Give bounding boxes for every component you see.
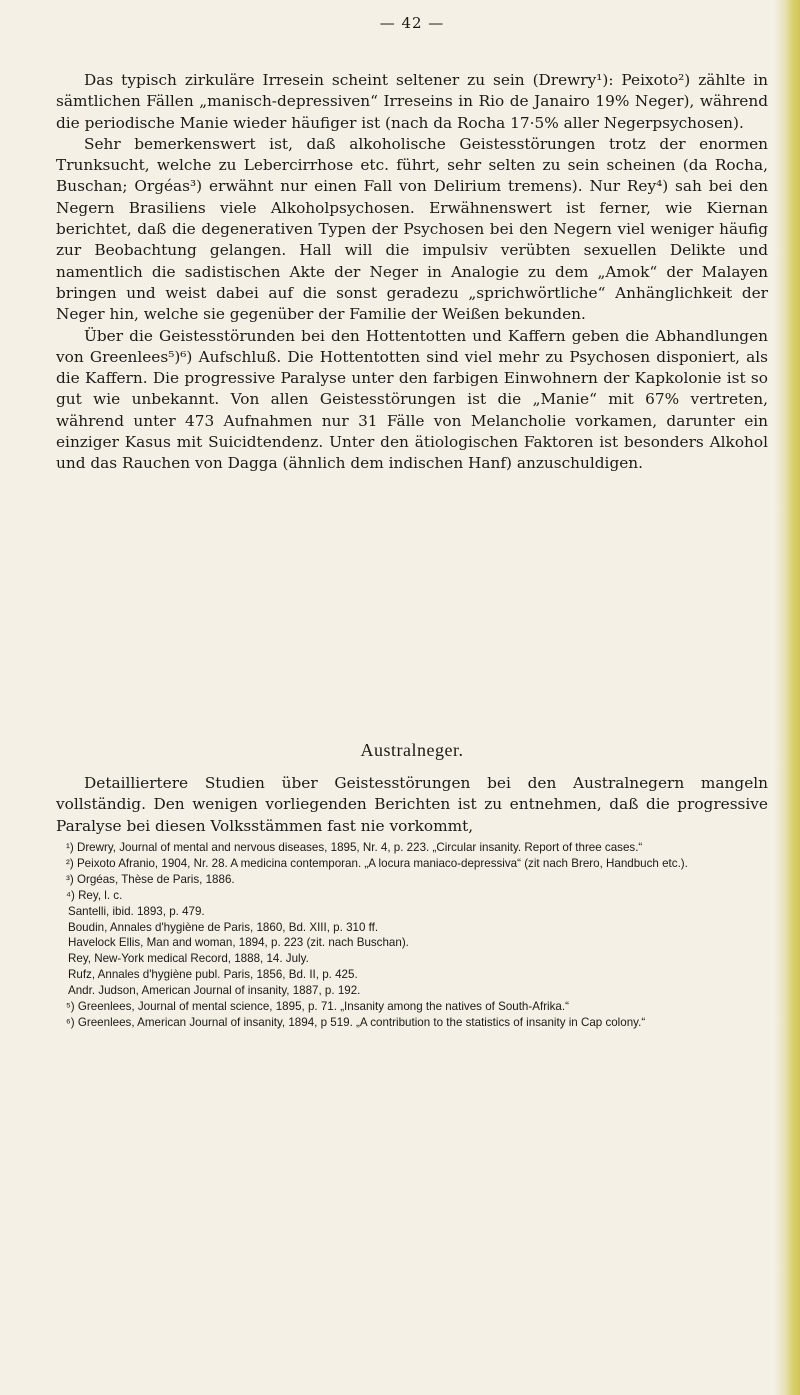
section-heading: Australneger.	[360, 740, 464, 760]
footnote-6: ⁶) Greenlees, American Journal of insanity, 1894, p 519. „A contribution to the statistics of insanity in Cap colony.“	[66, 1015, 646, 1029]
section-paragraph: Detailliertere Studien über Geistesstörungen bei den Australnegern mangeln vollständig. Den wenigen vorliegenden Berichten ist zu entnehmen, daß die progressive Paralyse bei diesen Volksstämmen fast nie vorkommt,	[56, 774, 768, 835]
footnote-4-ref-2: Boudin, Annales d'hygiène de Paris, 1860, Bd. XIII, p. 310 ff.	[68, 920, 379, 934]
main-text	[56, 70, 768, 475]
footnote-1: ¹) Drewry, Journal of mental and nervous diseases, 1895, Nr. 4, p. 223. „Circular insanity. Report of three cases.“	[66, 841, 643, 854]
footnotes	[56, 840, 768, 1031]
footnote-3: ³) Orgéas, Thèse de Paris, 1886.	[66, 872, 235, 886]
footnote-4-ref-4: Rey, New-York medical Record, 1888, 14. July.	[68, 952, 309, 966]
footnote-4-ref-6: Andr. Judson, American Journal of insanity, 1887, p. 192.	[68, 984, 361, 998]
footnote-2: ²) Peixoto Afranio, 1904, Nr. 28. A medicina contemporan. „A locura maniaco-depressiva“ (zit nach Brero, Handbuch etc.).	[66, 856, 688, 870]
footnote-4: ⁴) Rey, l. c.	[66, 888, 123, 902]
page-number: — 42 —	[379, 14, 445, 32]
paragraph-1: Das typisch zirkuläre Irresein scheint seltener zu sein (Drewry¹): Peixoto²) zählte in sämtlichen Fällen „manisch-depressiven“ Irreseins in Rio de Janairo 19% Neger), während die periodische Manie wieder häufiger ist (nach da Rocha 17·5% aller Negerpsychosen).	[56, 71, 768, 132]
section-text	[56, 773, 768, 837]
paragraph-3: Über die Geistesstörunden bei den Hottentotten und Kaffern geben die Abhandlungen von Greenlees⁵)⁶) Aufschluß. Die Hottentotten sind viel mehr zu Psychosen disponiert, als die Kaffern. Die progressive Paralyse unter den farbigen Einwohnern der Kapkolonie ist so gut wie unbekannt. Von allen Geistesstörungen ist die „Manie“ mit 67% vertreten, während unter 473 Aufnahmen nur 31 Fälle von Melancholie vorkamen, darunter ein einziger Kasus mit Suicidtendenz. Unter den ätiologischen Faktoren ist besonders Alkohol und das Rauchen von Dagga (ähnlich dem indischen Hanf) anzuschuldigen.	[56, 326, 768, 473]
footnote-4-ref-3: Havelock Ellis, Man and woman, 1894, p. 223 (zit. nach Buschan).	[68, 936, 409, 950]
page-edge-shading	[774, 0, 800, 1395]
footnote-5: ⁵) Greenlees, Journal of mental science, 1895, p. 71. „Insanity among the natives of South-Afrika.“	[66, 1000, 569, 1014]
footnote-4-ref-1: Santelli, ibid. 1893, p. 479.	[68, 904, 205, 918]
footnote-4-ref-5: Rufz, Annales d'hygiène publ. Paris, 1856, Bd. II, p. 425.	[68, 968, 358, 982]
paragraph-2: Sehr bemerkenswert ist, daß alkoholische Geistesstörungen trotz der enormen Trunksucht, welche zu Lebercirrhose etc. führt, sehr selten zu sein scheinen (da Rocha, Buschan; Orgéas³) erwähnt nur einen Fall von Delirium tremens). Nur Rey⁴) sah bei den Negern Brasiliens viele Alkoholpsychosen. Erwähnenswert ist ferner, wie Kiernan berichtet, daß die degenerativen Typen der Psychosen bei den Negern viel weniger häufig zur Beobachtung gelangen. Hall will die impulsiv verübten sexuellen Delikte und namentlich die sadistischen Akte der Neger in Analogie zu dem „Amok“ der Malayen bringen und weist dabei auf die sonst geradezu „sprichwörtliche“ Anhänglichkeit der Neger hin, welche sie gegenüber der Familie der Weißen bekunden.	[56, 134, 768, 324]
